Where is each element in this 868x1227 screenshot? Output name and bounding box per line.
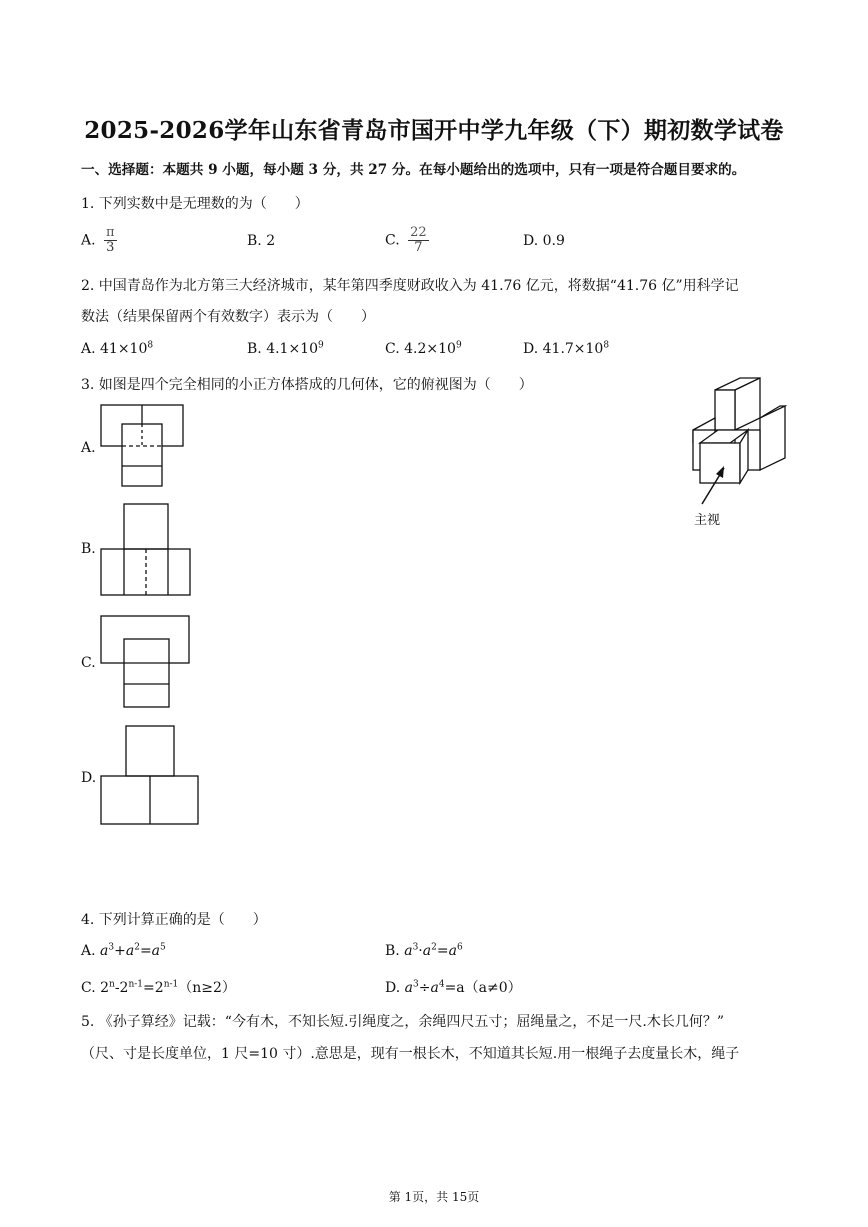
exponent: n	[109, 979, 115, 990]
question-4-option-b	[385, 943, 463, 959]
option-text: B. 4.1×10	[247, 341, 318, 357]
question-3-option-b-figure	[100, 503, 192, 597]
variable: a	[404, 980, 413, 996]
option-text: -2	[114, 980, 129, 996]
question-2-option-d	[523, 341, 609, 357]
option-label: A.	[81, 232, 96, 249]
operator: ·	[418, 943, 423, 959]
question-2-option-a	[81, 341, 153, 357]
main-view-label: 主视	[694, 513, 721, 528]
variable: a	[125, 943, 135, 959]
front-cube-front-face	[700, 443, 740, 483]
variable: a	[430, 980, 439, 996]
option-label: B.	[385, 943, 400, 959]
exponent: 9	[455, 340, 462, 351]
question-3-option-a-figure	[100, 404, 185, 489]
question-3-option-a-label: A.	[81, 440, 96, 456]
question-3-option-b-label: B.	[81, 541, 96, 557]
operator: +	[114, 943, 126, 959]
option-text: D. 41.7×10	[523, 341, 604, 357]
exponent: 8	[147, 340, 154, 351]
exponent: 3	[413, 979, 419, 990]
question-5-line2: （尺、寸是长度单位，1 尺=10 寸）.意思是，现有一根长木，不知道其长短.用一根绳子去度量长木，绳子	[81, 1046, 740, 1062]
condition: （a≠0）	[464, 980, 522, 996]
question-2-option-c	[385, 341, 462, 357]
exponent: 8	[603, 340, 610, 351]
denominator: 7	[414, 240, 423, 255]
question-3-stem: 3. 如图是四个完全相同的小正方体搭成的几何体，它的俯视图为（ ）	[81, 377, 533, 393]
question-1-option-a	[81, 226, 117, 255]
option-label: D.	[385, 980, 401, 996]
option-text: C. 4.2×10	[385, 341, 456, 357]
equals: =a	[444, 980, 465, 996]
question-1-option-b: B. 2	[247, 233, 276, 249]
numerator: π	[106, 225, 115, 240]
exponent: n-1	[163, 979, 179, 990]
question-4-option-d	[385, 977, 522, 997]
option-text: A. 41×10	[81, 341, 148, 357]
option-text: =2	[143, 980, 164, 996]
variable: a	[151, 943, 161, 959]
condition: （n≥2）	[178, 980, 236, 996]
question-5-line1: 5. 《孙子算经》记载：“今有木，不知长短.引绳度之，余绳四尺五寸；屈绳量之，不足一尺.木长几何？”	[81, 1014, 725, 1030]
exponent: 3	[412, 942, 419, 953]
question-4-stem: 4. 下列计算正确的是（ ）	[81, 912, 267, 928]
question-4-option-a	[81, 943, 166, 959]
question-1-option-d: D. 0.9	[523, 233, 565, 249]
question-3-option-d-figure	[100, 725, 200, 827]
question-2-stem-line1: 2. 中国青岛作为北方第三大经济城市，某年第四季度财政收入为 41.76 亿元，将数据“41.76 亿”用科学记	[81, 278, 739, 294]
exponent: 3	[108, 942, 115, 953]
section-heading: 一、选择题：本题共 9 小题，每小题 3 分，共 27 分。在每小题给出的选项中，只有一项是符合题目要求的。	[81, 162, 746, 178]
numerator: 22	[410, 225, 427, 240]
option-text: C. 2	[81, 980, 110, 996]
exponent: n-1	[128, 979, 144, 990]
top-cube-front-face	[715, 390, 735, 430]
exponent: 5	[160, 942, 166, 953]
option-label: C.	[385, 232, 400, 249]
equals: =	[436, 943, 449, 959]
question-2-stem-line2: 数法（结果保留两个有效数字）表示为（ ）	[81, 309, 375, 325]
variable: a	[448, 943, 457, 959]
variable: a	[100, 943, 109, 959]
question-1-stem: 1. 下列实数中是无理数的为（ ）	[81, 196, 309, 212]
exponent: 6	[456, 942, 463, 953]
question-3-option-c-figure	[100, 615, 192, 710]
option-label: A.	[81, 943, 96, 959]
exponent: 4	[438, 979, 445, 990]
equals: =	[139, 943, 152, 959]
page-title: 2025-2026学年山东省青岛市国开中学九年级（下）期初数学试卷	[84, 117, 784, 144]
fraction	[408, 226, 429, 255]
question-1-option-c	[385, 226, 429, 255]
question-3-option-d-label: D.	[81, 770, 97, 786]
page-footer: 第 1页，共 15页	[388, 1190, 480, 1204]
question-2-option-b	[247, 341, 324, 357]
operator: ÷	[418, 980, 431, 996]
exponent: 2	[134, 942, 140, 953]
question-3-option-c-label: C.	[81, 655, 96, 671]
cube-solid-figure	[690, 378, 790, 528]
fraction	[104, 226, 117, 255]
variable: a	[422, 943, 432, 959]
exponent: 9	[318, 340, 324, 351]
variable: a	[404, 943, 413, 959]
right-cube-side-face	[760, 406, 785, 470]
question-4-option-c	[81, 977, 236, 997]
denominator: 3	[106, 240, 115, 255]
exponent: 2	[431, 942, 437, 953]
